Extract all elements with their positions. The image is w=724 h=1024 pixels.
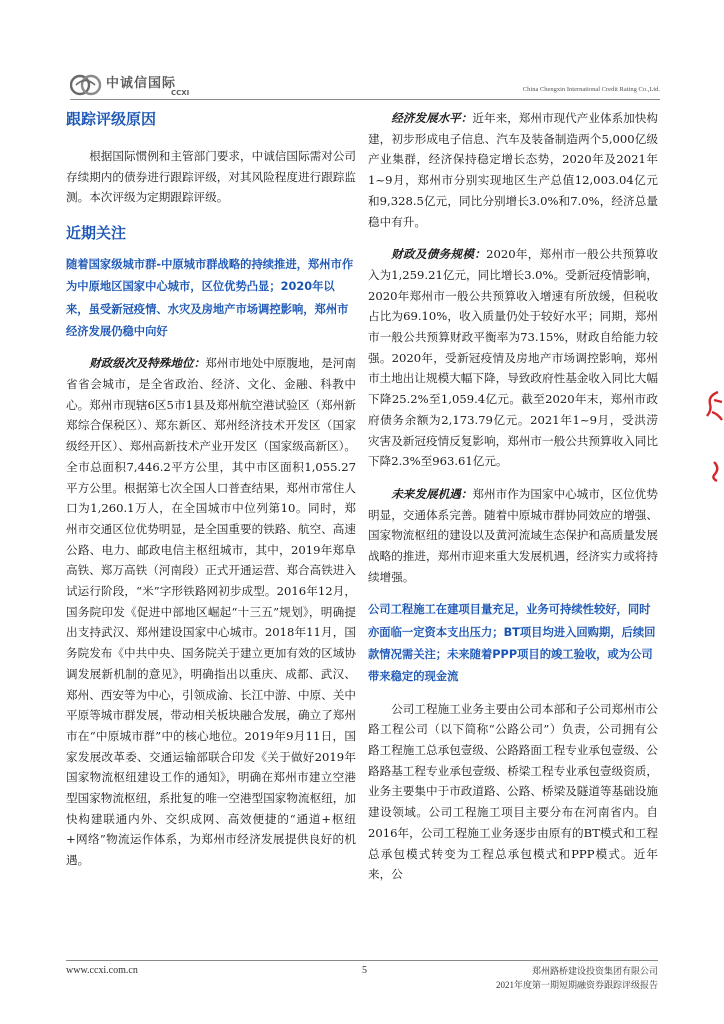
section-title-rating-reason: 跟踪评级原因 — [66, 110, 157, 128]
page-header — [70, 70, 660, 102]
paragraph-fiscal-debt — [368, 244, 658, 472]
section-title-recent-focus: 近期关注 — [66, 224, 127, 243]
seal-stamp-icon — [704, 390, 724, 424]
logo-english-abbr: CCXI — [171, 89, 190, 97]
rating-reason-paragraph: 根据国际惯例和主管部门要求，中诚信国际需对公司存续期内的债券进行跟踪评级，对其风险程度进行跟踪监测。本次评级为定期跟踪评级。 — [66, 149, 356, 205]
lead-future-opportunity: 未来发展机遇： — [391, 486, 473, 501]
ccxi-logo — [70, 70, 230, 100]
highlight-engineering-business: 公司工程施工在建项目量充足，业务可持续性较好，同时亦面临一定资本支出压力；BT项目均进入回购期，后续回款情况需关注；未来随着PPP项目的竣工验收，或为公司带来稳定的现金流 — [368, 603, 656, 684]
logo-chinese-name: 中诚信国际 — [106, 76, 177, 91]
footer-report-title: 2021年度第一期短期融资券跟踪评级报告 — [495, 980, 658, 990]
footer-divider — [66, 960, 658, 961]
paragraph-engineering-business: 公司工程施工业务主要由公司本部和子公司郑州市公路工程公司（以下简称“公路公司”）负责，公司拥有公路工程施工总承包壹级、公路路面工程专业承包壹级、公路路基工程专业承包壹级、桥梁工程专业承包壹级资质，业务主要集中于市政道路、公路、桥梁及隧道等基础设施建设领域。公司工程施工项目主要分布在河南省内。自2016年，公司工程施工业务逐步由原有的BT模式和工程总承包模式转变为工程总承包模式和PPP模式。近年来，公 — [368, 701, 658, 882]
seal-stamp-icon-lower — [704, 460, 724, 482]
seal-stamp-fragment — [704, 390, 724, 424]
paragraph-economic-level — [368, 108, 658, 232]
text-economic-level: 近年来，郑州市现代产业体系加快构建，初步形成电子信息、汽车及装备制造两个5,000亿级产业集群，经济保持稳定增长态势，2020年及2021年1~9月，郑州市分别实现地区生产总值12,003.04亿元和9,328.5亿元，同比分别增长3.0%和7.0%，经济总量稳中有升。 — [368, 111, 658, 229]
text-fiscal-status: 郑州市地处中原腹地，是河南省省会城市，是全省政治、经济、文化、金融、科教中心。郑州市现辖6区5市1县及郑州航空港试验区（郑州新郑综合保税区）、郑东新区、郑州经济技术开发区（国家级经开区）、郑州高新技术产业开发区（国家级高新区）。全市总面积7,446.2平方公里，其中市区面积1,055.27平方公里。根据第七次全国人口普查结果，郑州市常住人口为1,260.1万人，在全国城市中位列第10。同时，郑州市交通区位优势明显，是全国重要的铁路、航空、高速公路、电力、邮政电信主枢纽城市，其中，2019年郑阜高铁、郑万高铁（河南段）正式开通运营、郑合高铁进入试运行阶段，“米”字形铁路网初步成型。2016年12月，国务院印发《促进中部地区崛起“十三五”规划》，明确提出支持武汉、郑州建设国家中心城市。2018年11月，国务院发布《中共中央、国务院关于建立更加有效的区域协调发展新机制的意见》，明确指出以重庆、成都、武汉、郑州、西安等为中心，引领成渝、长江中游、中原、关中平原等城市群发展，带动相关板块融合发展，确立了郑州市在“中原城市群”中的核心地位。2019年9月11日，国家发展改革委、交通运输部联合印发《关于做好2019年国家物流枢纽建设工作的通知》，明确在郑州市建立空港型国家物流枢纽，系批复的唯一空港型国家物流枢纽，加快构建联通内外、交织成网、高效便捷的“通道+枢纽+网络”物流运作体系，为郑州市经济发展提供良好的机遇。 — [66, 356, 356, 868]
paragraph-fiscal-status — [66, 353, 356, 871]
lead-economic-level: 经济发展水平： — [391, 111, 473, 125]
right-column — [368, 108, 658, 897]
left-column — [66, 108, 356, 883]
footer-website-link[interactable]: www.ccxi.com.cn — [66, 965, 138, 976]
text-future-opportunity: 郑州市作为国家中心城市，区位优势明显，交通体系完善。随着中原城市群协同效应的增强、国家物流枢纽的建设以及黄河流域生态保护和高质量发展战略的推进，郑州市迎来重大发展机遇，经济实力或将持续增强。 — [368, 486, 658, 584]
paragraph-future-opportunity — [368, 484, 658, 588]
footer-issuer-name: 郑州路桥建设投资集团有限公司 — [531, 966, 658, 976]
header-divider — [70, 99, 660, 100]
company-english-name: China Chengxin International Credit Rating Co.,Ltd. — [522, 86, 660, 93]
highlight-city-cluster: 随着国家级城市群-中原城市群战略的持续推进，郑州市作为中原地区国家中心城市，区位优势凸显；2020年以来，虽受新冠疫情、水灾及房地产市场调控影响，郑州市经济发展仍稳中向好 — [66, 258, 354, 338]
page-footer — [66, 960, 658, 1000]
lead-fiscal-status: 财政级次及特殊地位： — [89, 356, 206, 371]
lead-fiscal-debt: 财政及债务规模： — [391, 247, 487, 262]
seal-stamp-fragment-lower — [704, 460, 724, 482]
ccxi-logo-mark-icon — [70, 72, 104, 98]
text-fiscal-debt: 2020年，郑州市一般公共预算收入为1,259.21亿元，同比增长3.0%。受新冠疫情影响，2020年郑州市一般公共预算收入增速有所放缓，但税收占比为69.10%，收入质量仍处于较好水平；同期，郑州市一般公共预算财政平衡率为73.15%，财政自给能力较强。2020年，受新冠疫情及房地产市场调控影响，郑州市土地出让规模大幅下降，导致政府性基金收入同比大幅下降25.2%至1,059.4亿元。截至2020年末，郑州市政府债务余额为2,173.79亿元。2021年1~9月，受洪涝灾害及新冠疫情反复影响，郑州市一般公共预算收入同比下降2.3%至963.61亿元。 — [368, 247, 658, 469]
page-number: 5 — [362, 965, 367, 976]
